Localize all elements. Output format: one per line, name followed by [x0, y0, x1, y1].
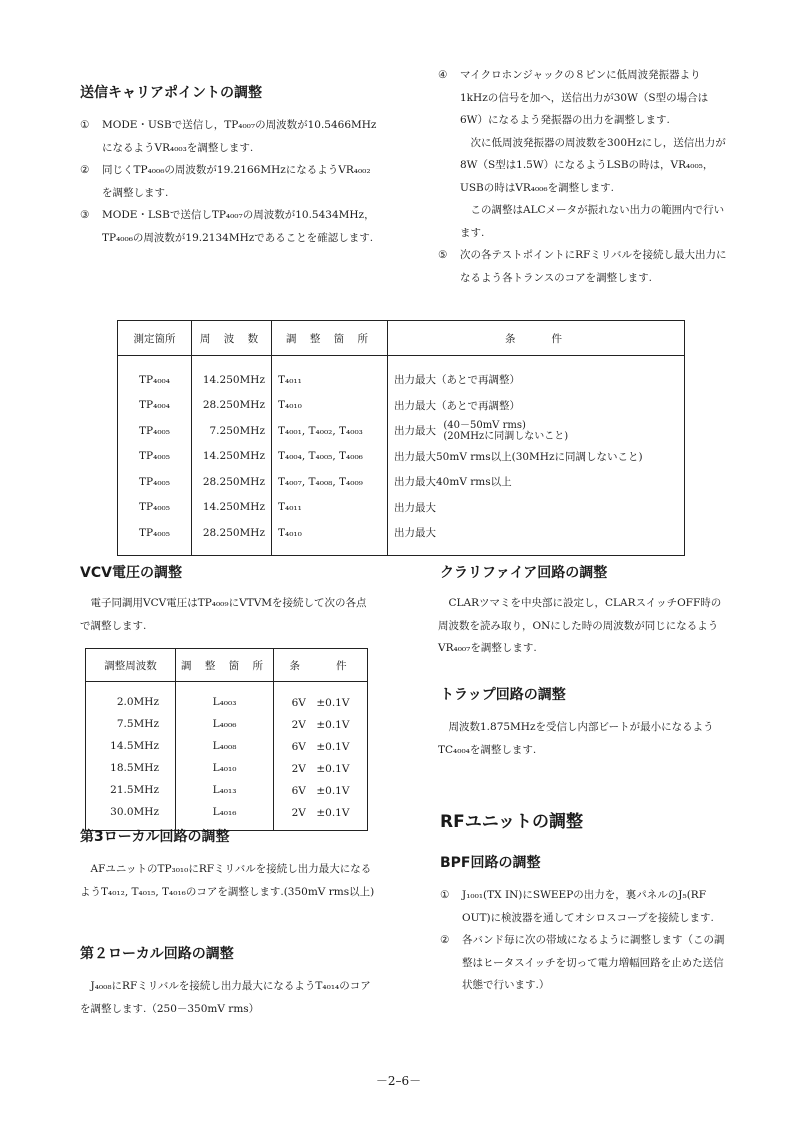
- clarifier-text: CLARツマミを中央部に設定し，CLARスイッチOFF時の周波数を読み取り，ONにした時の周波数が同じになるようVR₄₀₀₇を調整します.: [438, 597, 722, 654]
- section-title-local2: 第２ローカル回路の調整: [80, 946, 234, 962]
- carrier-steps: [80, 114, 380, 249]
- list-item: ③ MODE・LSBで送信しTP₄₀₀₇の周波数が10.5434MHz，TP₄₀₀₆の周波数が19.2134MHzであることを確認します.: [80, 209, 375, 244]
- table-row: TP₄₀₀₅ 14.250MHz T₄₀₁₁ 出力最大: [118, 495, 685, 521]
- col-header: 条 件: [388, 321, 685, 356]
- output-adjust-block: [438, 64, 728, 289]
- table-row: TP₄₀₀₄ 14.250MHz T₄₀₁₁ 出力最大（あとで再調整）: [118, 356, 685, 393]
- page-number: －2–6－: [375, 1074, 422, 1088]
- vcv-text: 電子同調用VCV電圧はTP₄₀₀₉にVTVMを接続して次の各点で調整します.: [80, 597, 367, 632]
- vcv-table: [85, 648, 368, 831]
- table-row: 30.0MHz L₄₀₁₆ 2V ±0.1V: [86, 801, 368, 831]
- section-title-carrier: 送信キャリアポイントの調整: [80, 85, 262, 101]
- table-row: TP₄₀₀₅ 7.250MHz T₄₀₀₁, T₄₀₀₂, T₄₀₀₃ 出力最大 (40－50mV rms) (20MHzに同調しないこと): [118, 418, 685, 444]
- table-row: 14.5MHz L₄₀₀₈ 6V ±0.1V: [86, 735, 368, 757]
- trap-text: 周波数1.875MHzを受信し内部ビートが最小になるようTC₄₀₀₄を調整します.: [438, 721, 714, 756]
- col-header: 条 件: [274, 649, 368, 682]
- col-header: 調 整 箇 所: [176, 649, 274, 682]
- table-row: TP₄₀₀₅ 14.250MHz T₄₀₀₄, T₄₀₀₅, T₄₀₀₆ 出力最大50mV rms以上(30MHzに同調しないこと): [118, 444, 685, 470]
- section-title-vcv: VCV電圧の調整: [80, 565, 182, 581]
- section-title-local3: 第3ローカル回路の調整: [80, 829, 230, 845]
- section-title-rf-unit: RFユニットの調整: [440, 812, 584, 832]
- table-row: 7.5MHz L₄₀₀₆ 2V ±0.1V: [86, 713, 368, 735]
- list-item: ① J₁₀₀₁(TX IN)にSWEEPの出力を，裏パネルのJ₅(RF OUT)に検波器を通してオシロスコープを接続します.: [440, 889, 714, 924]
- list-item: ② 同じくTP₄₀₀₆の周波数が19.2166MHzになるようVR₄₀₀₂を調整します.: [80, 164, 371, 199]
- col-header: 測定箇所: [118, 321, 192, 356]
- list-item: ⑤ 次の各テストポイントにRFミリバルを接続し最大出力になるよう各トランスのコアを調整します.: [438, 249, 727, 284]
- list-item: ① MODE・USBで送信し，TP₄₀₀₇の周波数が10.5466MHzになるようVR₄₀₀₃を調整します.: [80, 119, 377, 154]
- col-header: 調 整 箇 所: [272, 321, 388, 356]
- section-title-bpf: BPF回路の調整: [440, 855, 541, 871]
- paragraph: 次に低周波発振器の周波数を300Hzにし，送信出力が8W（S型は1.5W）になるようLSBの時は，VR₄₀₀₅，USBの時はVR₄₀₀₆を調整します.: [460, 136, 726, 194]
- table-header-row: [86, 649, 368, 682]
- col-header: 周 波 数: [192, 321, 272, 356]
- bpf-steps: [440, 884, 730, 997]
- local3-text: AFユニットのTP₃₀₁₀にRFミリバルを接続し出力最大になるようT₄₀₁₂, T₄₀₁₅, T₄₀₁₆のコアを調整します.(350mV rms以上): [80, 863, 375, 898]
- list-item: ② 各バンド毎に次の帯域になるように調整します（この調整はヒータスイッチを切って電力増幅回路を止めた送信状態で行います.）: [440, 934, 725, 991]
- table-row: TP₄₀₀₅ 28.250MHz T₄₀₁₀ 出力最大: [118, 520, 685, 555]
- table-row: TP₄₀₀₄ 28.250MHz T₄₀₁₀ 出力最大（あとで再調整）: [118, 393, 685, 419]
- section-title-trap: トラップ回路の調整: [440, 687, 566, 703]
- local2-text: J₄₀₀₈にRFミリバルを接続し出力最大になるようT₄₀₁₄のコアを調整します.（250－350mV rms）: [80, 980, 371, 1015]
- paragraph: この調整はALCメータが振れない出力の範囲内で行います.: [460, 204, 725, 239]
- table-row: TP₄₀₀₅ 28.250MHz T₄₀₀₇, T₄₀₀₈, T₄₀₀₉ 出力最大40mV rms以上: [118, 469, 685, 495]
- col-header: 調整周波数: [86, 649, 176, 682]
- table-header-row: [118, 321, 685, 356]
- table-row: 21.5MHz L₄₀₁₃ 6V ±0.1V: [86, 779, 368, 801]
- list-item: ④ マイクロホンジャックの８ピンに低周波発振器より1kHzの信号を加へ，送信出力が30W（S型の場合は6W）になるよう発振器の出力を調整します.: [438, 69, 709, 126]
- table-row: 18.5MHz L₄₀₁₀ 2V ±0.1V: [86, 757, 368, 779]
- section-title-clarifier: クラリファイア回路の調整: [440, 565, 608, 581]
- test-point-table: [117, 320, 685, 556]
- table-row: 2.0MHz L₄₀₀₃ 6V ±0.1V: [86, 682, 368, 714]
